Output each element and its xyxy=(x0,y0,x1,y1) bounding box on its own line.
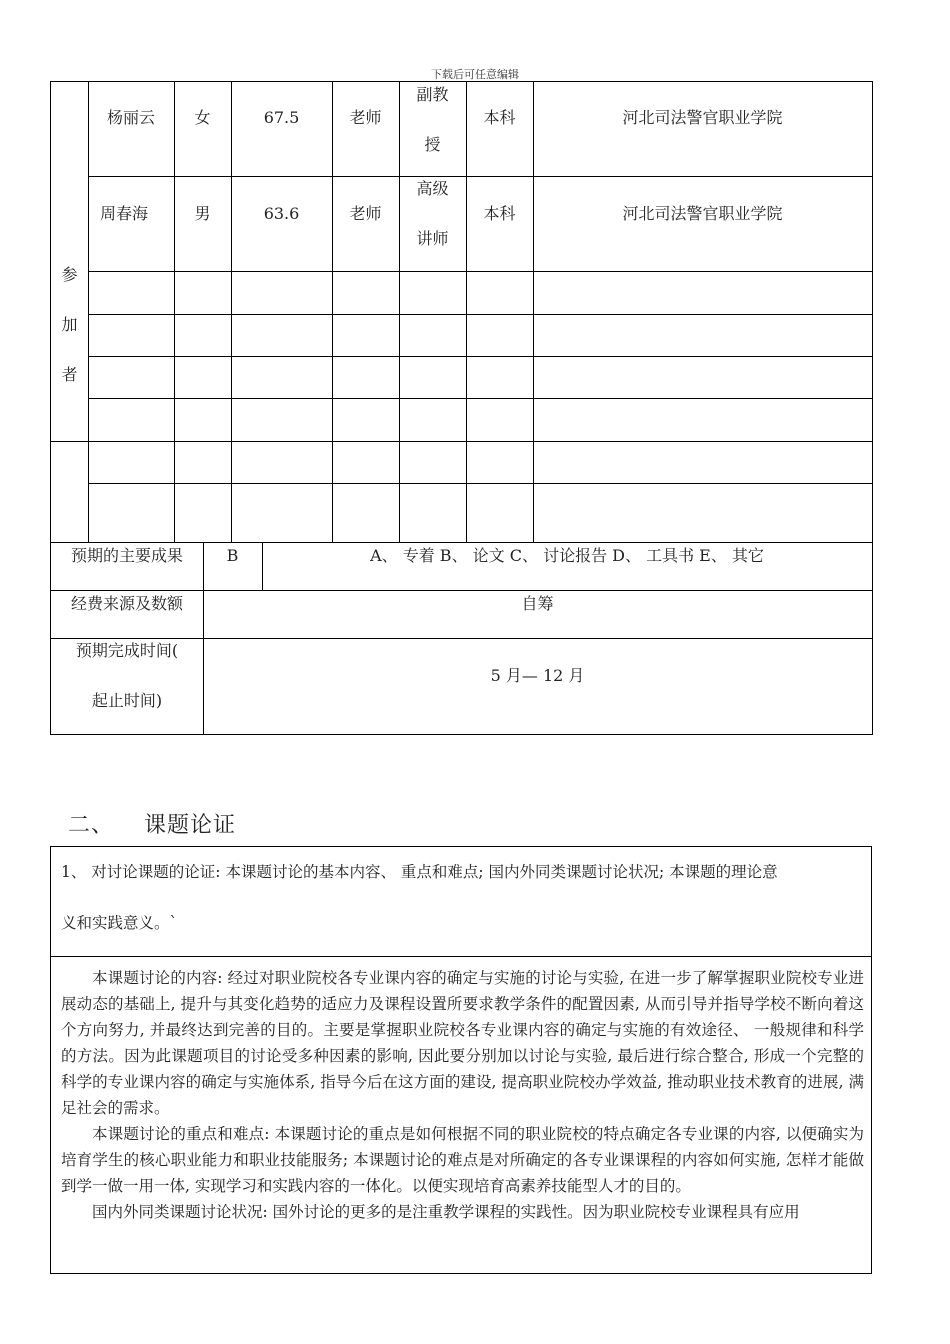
title-line: 副教 xyxy=(416,85,449,104)
participant-unit: 河北司法警官职业学院 xyxy=(622,204,783,223)
participant-name: 周春海 xyxy=(99,204,148,223)
completion-label-line: 起止时间) xyxy=(91,691,163,710)
question-line: 义和实践意义。` xyxy=(61,914,178,932)
outcome-label: 预期的主要成果 xyxy=(70,546,183,565)
participant-title xyxy=(399,164,466,264)
completion-value: 5 月— 12 月 xyxy=(490,666,585,685)
argument-question xyxy=(61,847,866,949)
participant-education: 本科 xyxy=(483,108,516,127)
section-heading: 课题论证 xyxy=(144,813,237,838)
argument-body xyxy=(61,965,864,1225)
participant-unit: 河北司法警官职业学院 xyxy=(622,108,783,127)
title-line: 授 xyxy=(424,135,441,154)
participant-number: 67.5 xyxy=(263,108,300,127)
question-line: 1、 对讨论课题的论证: 本课题讨论的基本内容、 重点和难点; 国内外同类课题讨论状况; 本课题的理论意 xyxy=(61,863,778,881)
body-paragraph: 国内外同类课题讨论状况: 国外讨论的更多的是注重教学课程的实践性。因为职业院校专业课程具有应用 xyxy=(92,1203,800,1221)
section-number: 二、 xyxy=(68,813,115,838)
participant-gender: 男 xyxy=(194,204,211,223)
title-line: 高级 xyxy=(416,179,449,198)
funding-label: 经费来源及数额 xyxy=(70,594,183,613)
outcome-options: A、 专着 B、 论文 C、 讨论报告 D、 工具书 E、 其它 xyxy=(370,546,764,565)
participant-education: 本科 xyxy=(483,204,516,223)
funding-value: 自筹 xyxy=(521,594,554,613)
side-label-char: 参 xyxy=(61,265,78,284)
side-label-char: 者 xyxy=(61,365,78,384)
argument-box xyxy=(50,846,872,1274)
participant-gender: 女 xyxy=(194,108,211,127)
completion-label xyxy=(51,626,203,726)
participants-side-label xyxy=(51,250,88,400)
outcome-choice: B xyxy=(226,546,239,565)
title-line: 讲师 xyxy=(416,229,449,248)
body-paragraph: 本课题讨论的重点和难点: 本课题讨论的重点是如何根据不同的职业院校的特点确定各专业课的内容, 以便确实为培育学生的核心职业能力和职业技能服务; 本课题讨论的难点是对所确定的各专业课课程的内容如何实施, 怎样才能做到学一做一用一体, 实现学习和实践内容的一体化。以便实现培育高素养技能型人才的目的。 xyxy=(61,1125,864,1195)
participant-name: 杨丽云 xyxy=(106,108,155,127)
participant-role: 老师 xyxy=(349,108,382,127)
body-paragraph: 本课题讨论的内容: 经过对职业院校各专业课内容的确定与实施的讨论与实验, 在进一步了解掌握职业院校专业进展动态的基础上, 提升与其变化趋势的适应力及课程设置所要求教学条件的配置因素, 从而引导并指导学校不断向着这个方向努力, 并最终达到完善的目的。主要是掌握职业院校各专业课内容的确定与实施的有效途径、 一般规律和科学的方法。因为此课题项目的讨论受多种因素的影响, 因此要分别加以讨论与实验, 最后进行综合整合, 形成一个完整的科学的专业课内容的确定与实施体系, 指导今后在这方面的建设, 提高职业院校办学效益, 推动职业技术教育的进展, 满足社会的需求。 xyxy=(61,969,864,1117)
side-label-char: 加 xyxy=(61,315,78,334)
completion-label-line: 预期完成时间( xyxy=(75,641,179,660)
participant-title xyxy=(399,70,466,170)
section-title xyxy=(68,808,266,839)
participant-number: 63.6 xyxy=(263,204,300,223)
header-note: 下载后可任意编辑 xyxy=(431,68,519,81)
participant-role: 老师 xyxy=(349,204,382,223)
